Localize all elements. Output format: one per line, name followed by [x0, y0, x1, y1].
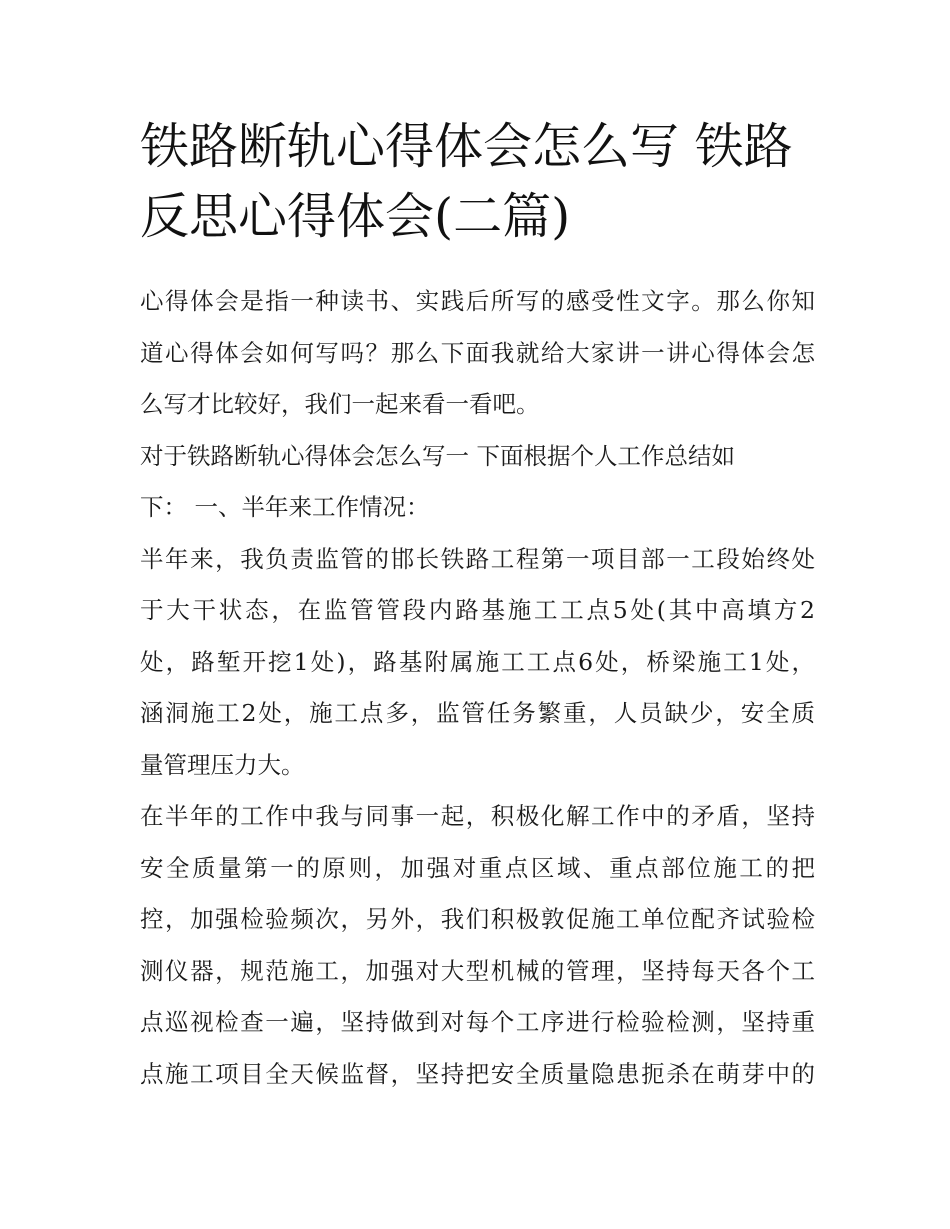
paragraph-line: 处，路堑开挖1处)，路基附属施工工点6处，桥梁施工1处， — [140, 647, 815, 676]
paragraph-line: 在半年的工作中我与同事一起，积极化解工作中的矛盾，坚持 — [140, 802, 815, 830]
paragraph-line: 点施工项目全天候监督，坚持把安全质量隐患扼杀在萌芽中的 — [140, 1059, 815, 1088]
paragraph-line: 控，加强检验频次，另外，我们积极敦促施工单位配齐试验检 — [140, 905, 815, 933]
document-title: 铁路断轨心得体会怎么写 铁路反思心得体会(二篇) — [140, 118, 793, 245]
paragraph-line: 涵洞施工2处，施工点多，监管任务繁重，人员缺少，安全质 — [140, 699, 815, 727]
document-page — [140, 112, 815, 1100]
paragraph-line: 安全质量第一的原则，加强对重点区域、重点部位施工的把 — [140, 853, 815, 882]
paragraph-line: 对于铁路断轨心得体会怎么写一 下面根据个人工作总结如 — [140, 441, 735, 470]
document-body — [140, 276, 815, 1100]
paragraph-line: 道心得体会如何写吗？那么下面我就给大家讲一讲心得体会怎 — [140, 338, 815, 367]
paragraph-line: 测仪器，规范施工，加强对大型机械的管理，坚持每天各个工 — [140, 956, 815, 985]
paragraph-line: 点巡视检查一遍，坚持做到对每个工序进行检验检测，坚持重 — [140, 1008, 815, 1036]
paragraph-line: 心得体会是指一种读书、实践后所写的感受性文字。那么你知 — [140, 287, 815, 315]
paragraph-line: 半年来，我负责监管的邯长铁路工程第一项目部一工段始终处 — [140, 544, 815, 573]
paragraph-line: 量管理压力大。 — [140, 750, 305, 779]
paragraph-line: 于大干状态，在监管管段内路基施工工点5处(其中高填方2 — [140, 596, 815, 624]
paragraph-line: 下： 一、半年来工作情况： — [140, 493, 430, 521]
paragraph-line: 么写才比较好，我们一起来看一看吧。 — [140, 390, 540, 418]
